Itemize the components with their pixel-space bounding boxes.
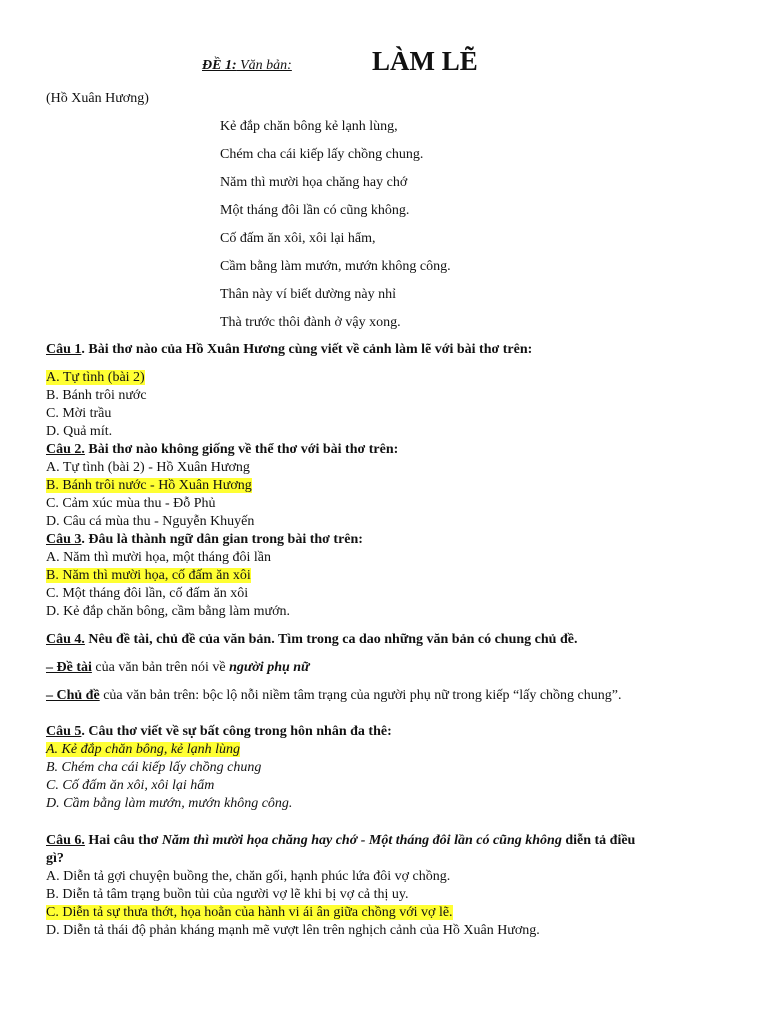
question-text: Hai câu thơ (84, 833, 162, 848)
answer-option: A. Năm thì mười họa, một tháng đôi lần (46, 550, 271, 565)
answer-topic (46, 659, 309, 677)
question-text-continued: gì? (46, 851, 64, 866)
answer-option: D. Diễn tả thái độ phản kháng mạnh mẽ vượt lên trên nghịch cảnh của Hồ Xuân Hương. (46, 923, 540, 938)
answer-option: D. Quả mít. (46, 424, 113, 439)
poem-line: Kẻ đắp chăn bông kẻ lạnh lùng, (220, 119, 398, 134)
topic-label: – Đề tài (46, 660, 92, 675)
answer-option: D. Câu cá mùa thu - Nguyễn Khuyến (46, 514, 255, 529)
answer-option: A. Tự tình (bài 2) - Hồ Xuân Hương (46, 460, 250, 475)
answer-option: A. Diễn tả gợi chuyện buồng the, chăn gối, hạnh phúc lứa đôi vợ chồng. (46, 869, 451, 884)
question-text: . Đâu là thành ngữ dân gian trong bài thơ trên: (81, 532, 363, 547)
exam-label (202, 58, 292, 74)
question-text: . Câu thơ viết về sự bất công trong hôn nhân đa thê: (81, 724, 392, 739)
answer-option-highlighted: C. Diễn tả sự thưa thớt, họa hoằn của hành vi ái ân giữa chồng với vợ lẽ. (46, 905, 453, 920)
answer-option: B. Chém cha cái kiếp lấy chồng chung (46, 760, 262, 775)
question-3 (46, 531, 363, 549)
question-1 (46, 341, 532, 359)
answer-option: D. Kẻ đắp chăn bông, cầm bằng làm mướn. (46, 604, 290, 619)
question-4 (46, 631, 577, 649)
question-text: Nêu đề tài, chủ đề của văn bản. Tìm trong ca dao những văn bản có chung chủ đề. (84, 632, 578, 647)
question-6 (46, 832, 635, 850)
poem-line: Cố đấm ăn xôi, xôi lại hẩm, (220, 231, 376, 246)
topic-text: của văn bản trên nói về (91, 660, 230, 675)
question-number: Câu 5 (46, 724, 82, 739)
theme-text: của văn bản trên: bộc lộ nỗi niềm tâm trạng của người phụ nữ trong kiếp “lấy chồng chung”. (99, 688, 622, 703)
de-label: ĐỀ 1: (202, 58, 237, 73)
answer-option: C. Cố đấm ăn xôi, xôi lại hẩm (46, 778, 215, 793)
question-number: Câu 6. (46, 833, 85, 848)
question-number: Câu 1 (46, 342, 82, 357)
answer-option-highlighted: A. Tự tình (bài 2) (46, 370, 145, 385)
question-number: Câu 3 (46, 532, 82, 547)
question-number: Câu 4. (46, 632, 85, 647)
vanban-label: Văn bản: (236, 58, 292, 73)
question-2 (46, 441, 398, 459)
answer-option: D. Cầm bằng làm mướn, mướn không công. (46, 796, 293, 811)
answer-option: C. Mời trầu (46, 406, 112, 421)
answer-theme (46, 687, 621, 705)
answer-option-highlighted: B. Năm thì mười họa, cố đấm ăn xôi (46, 568, 251, 583)
question-5 (46, 723, 392, 741)
question-text: diễn tả điều (561, 833, 636, 848)
answer-option: C. Một tháng đôi lần, cố đấm ăn xôi (46, 586, 249, 601)
question-quote: Năm thì mười họa chăng hay chớ - Một tháng đôi lần có cũng không (161, 833, 562, 848)
poem-line: Năm thì mười họa chăng hay chớ (220, 175, 408, 190)
answer-option: B. Diễn tả tâm trạng buồn tủi của người vợ lẽ khi bị vợ cả thị uy. (46, 887, 409, 902)
answer-option-highlighted: A. Kẻ đắp chăn bông, kẻ lạnh lùng (46, 742, 241, 757)
answer-option: B. Bánh trôi nước (46, 388, 147, 403)
author-name: (Hồ Xuân Hương) (46, 91, 149, 106)
topic-emphasis: người phụ nữ (229, 660, 310, 675)
poem-line: Chém cha cái kiếp lấy chồng chung. (220, 147, 424, 162)
poem-title: LÀM LẼ (372, 46, 478, 76)
poem-line: Thân này ví biết dường này nhỉ (220, 287, 396, 302)
question-number: Câu 2. (46, 442, 85, 457)
question-text: Bài thơ nào không giống về thể thơ với bài thơ trên: (84, 442, 399, 457)
poem-line: Một tháng đôi lần có cũng không. (220, 203, 410, 218)
answer-option-highlighted: B. Bánh trôi nước - Hồ Xuân Hương (46, 478, 252, 493)
question-text: . Bài thơ nào của Hồ Xuân Hương cùng viết về cảnh làm lẽ với bài thơ trên: (81, 342, 533, 357)
poem-line: Thà trước thôi đành ở vậy xong. (220, 315, 401, 330)
poem-line: Cầm bằng làm mướn, mướn không công. (220, 259, 451, 274)
theme-label: – Chủ đề (46, 688, 100, 703)
answer-option: C. Cảm xúc mùa thu - Đỗ Phủ (46, 496, 216, 511)
